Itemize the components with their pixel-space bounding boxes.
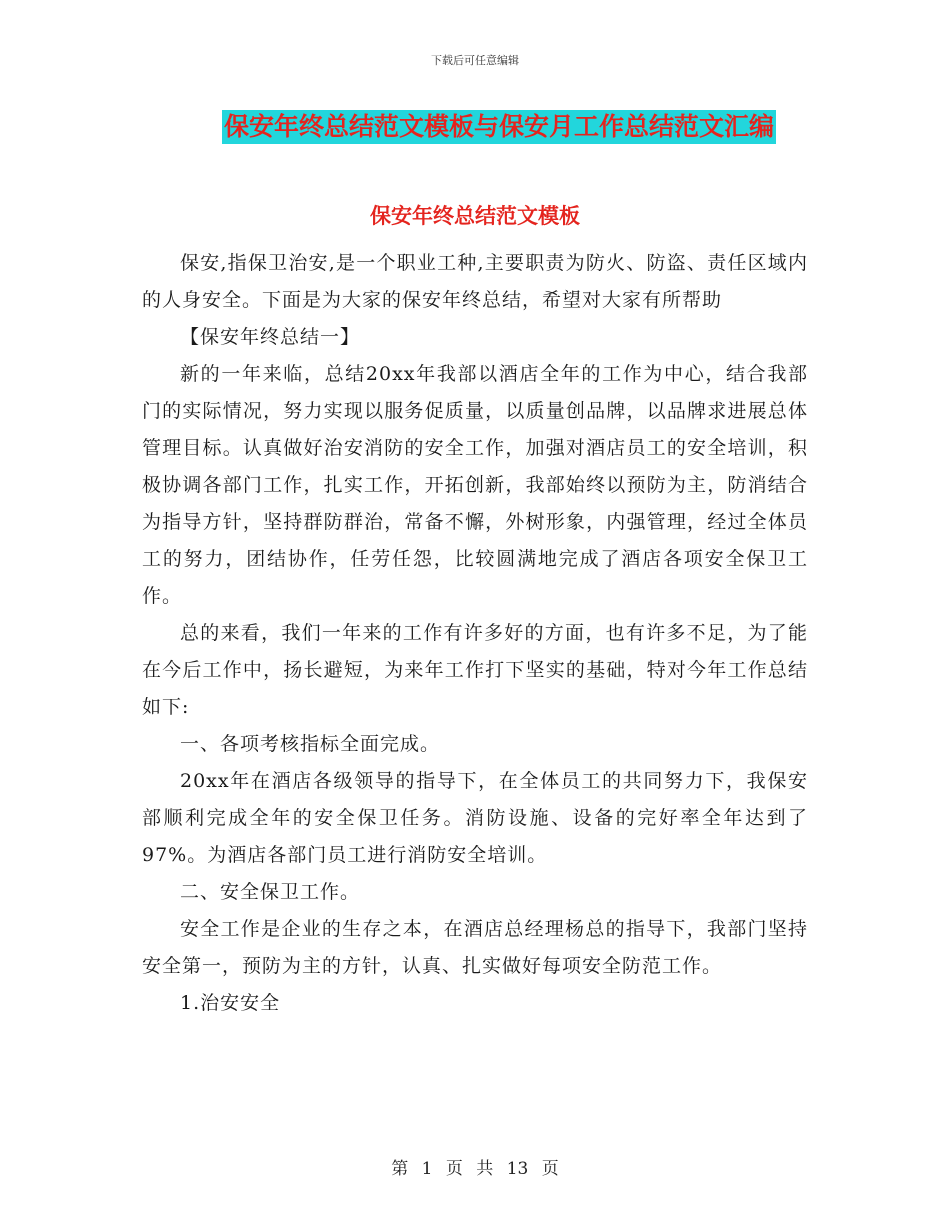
paragraph: 保安,指保卫治安,是一个职业工种,主要职责为防火、防盗、责任区域内的人身安全。下面是为大家的保安年终总结，希望对大家有所帮助	[142, 252, 808, 311]
paragraph: 1.治安安全	[180, 992, 281, 1014]
footer-prefix: 第	[391, 1159, 409, 1179]
paragraph: 二、安全保卫工作。	[180, 881, 361, 903]
current-page-number: 1	[421, 1159, 433, 1179]
page-footer	[0, 1154, 950, 1179]
footer-mid: 页	[445, 1159, 463, 1179]
section-title: 保安年终总结范文模板	[370, 204, 580, 228]
document-title: 保安年终总结范文模板与保安月工作总结范文汇编	[222, 110, 776, 144]
total-page-count: 13	[506, 1159, 529, 1179]
paragraph: 新的一年来临，总结20xx年我部以酒店全年的工作为中心，结合我部门的实际情况，努力实现以服务促质量，以质量创品牌，以品牌求进展总体管理目标。认真做好治安消防的安全工作，加强对酒店员工的安全培训，积极协调各部门工作，扎实工作，开拓创新，我部始终以预防为主，防消结合为指导方针，坚持群防群治，常备不懈，外树形象，内强管理，经过全体员工的努力，团结协作，任劳任怨，比较圆满地完成了酒店各项安全保卫工作。	[142, 363, 808, 607]
document-title-container	[0, 110, 950, 144]
paragraph: 【保安年终总结一】	[180, 326, 361, 348]
paragraph: 20xx年在酒店各级领导的指导下，在全体员工的共同努力下，我保安部顺利完成全年的安全保卫任务。消防设施、设备的完好率全年达到了97%。为酒店各部门员工进行消防安全培训。	[142, 770, 808, 866]
paragraph: 一、各项考核指标全面完成。	[180, 733, 441, 755]
footer-total-prefix: 共	[476, 1159, 494, 1179]
page-header-note: 下载后可任意编辑	[431, 54, 519, 67]
footer-suffix: 页	[541, 1159, 559, 1179]
paragraph: 安全工作是企业的生存之本，在酒店总经理杨总的指导下，我部门坚持安全第一，预防为主的方针，认真、扎实做好每项安全防范工作。	[142, 918, 808, 977]
document-body	[142, 245, 808, 1022]
paragraph: 总的来看，我们一年来的工作有许多好的方面，也有许多不足，为了能在今后工作中，扬长避短，为来年工作打下坚实的基础，特对今年工作总结如下:	[142, 622, 808, 718]
